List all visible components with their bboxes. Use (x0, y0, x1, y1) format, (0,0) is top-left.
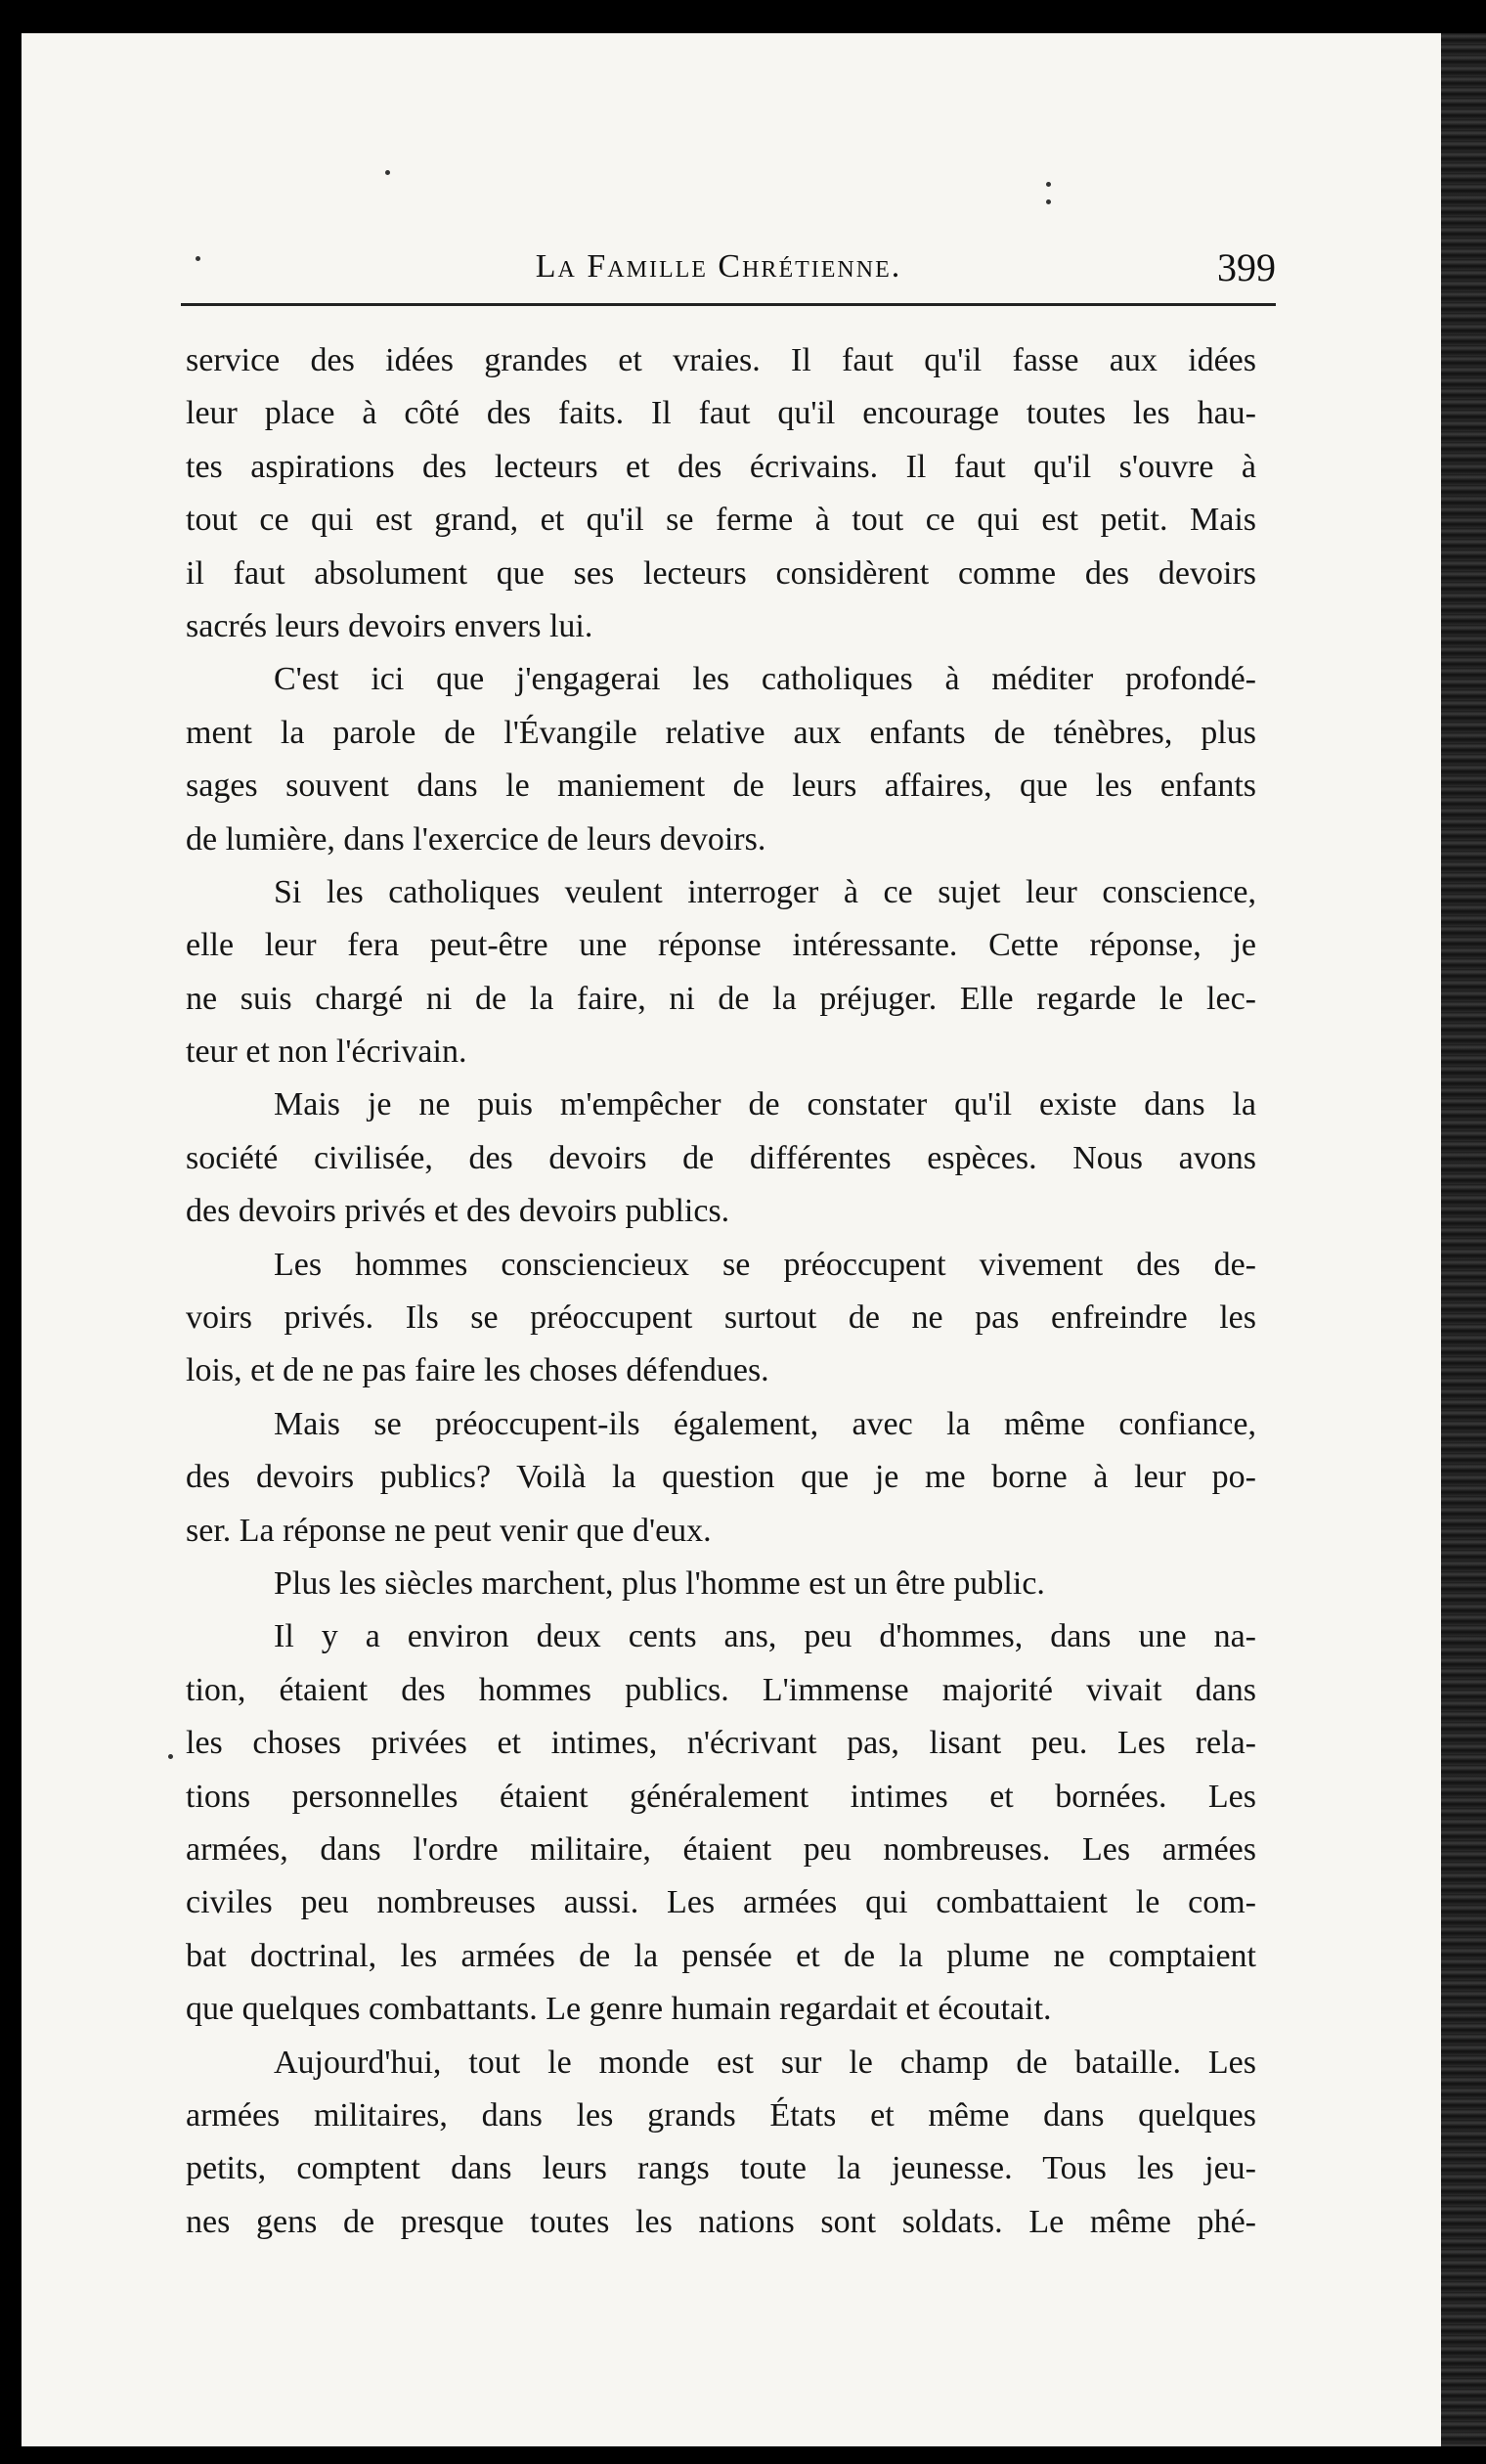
paper-speck (1046, 199, 1051, 204)
page-edge-shadow (1441, 33, 1486, 2446)
text-line: des devoirs publics? Voilà la question que je me borne à leur po- (186, 1459, 1256, 1496)
text-line: civiles peu nombreuses aussi. Les armées qui combattaient le com- (186, 1884, 1256, 1921)
text-line: Mais je ne puis m'empêcher de constater qu'il existe dans la (274, 1086, 1256, 1123)
text-line: leur place à côté des faits. Il faut qu'il encourage toutes les hau- (186, 395, 1256, 432)
text-line: tes aspirations des lecteurs et des écrivains. Il faut qu'il s'ouvre à (186, 448, 1256, 485)
text-line: les choses privées et intimes, n'écrivant pas, lisant peu. Les rela- (186, 1725, 1256, 1762)
text-line: C'est ici que j'engagerai les catholiques à méditer profondé- (274, 661, 1256, 698)
text-line: nes gens de presque toutes les nations sont soldats. Le même phé- (186, 2203, 1256, 2240)
paper-speck (1046, 182, 1051, 187)
text-line: société civilisée, des devoirs de différentes espèces. Nous avons (186, 1139, 1256, 1176)
text-line: bat doctrinal, les armées de la pensée et de la plume ne comptaient (186, 1937, 1256, 1974)
page-header (161, 213, 1276, 301)
text-line: Mais se préoccupent-ils également, avec la même confiance, (274, 1405, 1256, 1442)
text-line: il faut absolument que ses lecteurs considèrent comme des devoirs (186, 554, 1256, 592)
text-line: tout ce qui est grand, et qu'il se ferme à tout ce qui est petit. Mais (186, 502, 1256, 539)
text-line: des devoirs privés et des devoirs publics. (186, 1193, 730, 1230)
text-line: ne suis chargé ni de la faire, ni de la préjuger. Elle regarde le lec- (186, 980, 1256, 1017)
text-line: armées militaires, dans les grands États et même dans quelques (186, 2096, 1256, 2134)
text-line: Aujourd'hui, tout le monde est sur le champ de bataille. Les (274, 2044, 1256, 2081)
text-line: lois, et de ne pas faire les choses défendues. (186, 1352, 769, 1389)
running-title: La Famille Chrétienne. (535, 248, 902, 285)
text-line: petits, comptent dans leurs rangs toute la jeunesse. Tous les jeu- (186, 2150, 1256, 2187)
text-line: teur et non l'écrivain. (186, 1034, 467, 1071)
text-line: tions personnelles étaient généralement intimes et bornées. Les (186, 1778, 1256, 1815)
text-line: Il y a environ deux cents ans, peu d'hommes, dans une na- (274, 1618, 1256, 1655)
text-line: elle leur fera peut-être une réponse intéressante. Cette réponse, je (186, 927, 1256, 964)
paper-speck (385, 170, 390, 175)
text-line: de lumière, dans l'exercice de leurs devoirs. (186, 820, 766, 858)
text-line: Si les catholiques veulent interroger à ce sujet leur conscience, (274, 873, 1256, 910)
text-line: sages souvent dans le maniement de leurs affaires, que les enfants (186, 768, 1256, 805)
text-line: tion, étaient des hommes publics. L'immense majorité vivait dans (186, 1671, 1256, 1708)
text-line: ser. La réponse ne peut venir que d'eux. (186, 1512, 712, 1549)
text-line: que quelques combattants. Le genre humain regardait et écoutait. (186, 1991, 1052, 2028)
header-rule (181, 303, 1276, 306)
text-line: voirs privés. Ils se préoccupent surtout de ne pas enfreindre les (186, 1299, 1256, 1337)
text-line: Les hommes consciencieux se préoccupent vivement des de- (274, 1246, 1256, 1283)
text-line: ment la parole de l'Évangile relative aux enfants de ténèbres, plus (186, 714, 1256, 751)
text-line: armées, dans l'ordre militaire, étaient peu nombreuses. Les armées (186, 1830, 1256, 1868)
page-number: 399 (1217, 245, 1276, 289)
body-text (186, 334, 1256, 2249)
text-line: service des idées grandes et vraies. Il faut qu'il fasse aux idées (186, 342, 1256, 378)
paper-speck (168, 1754, 173, 1759)
text-line: sacrés leurs devoirs envers lui. (186, 607, 593, 644)
text-line: Plus les siècles marchent, plus l'homme est un être public. (274, 1564, 1045, 1602)
